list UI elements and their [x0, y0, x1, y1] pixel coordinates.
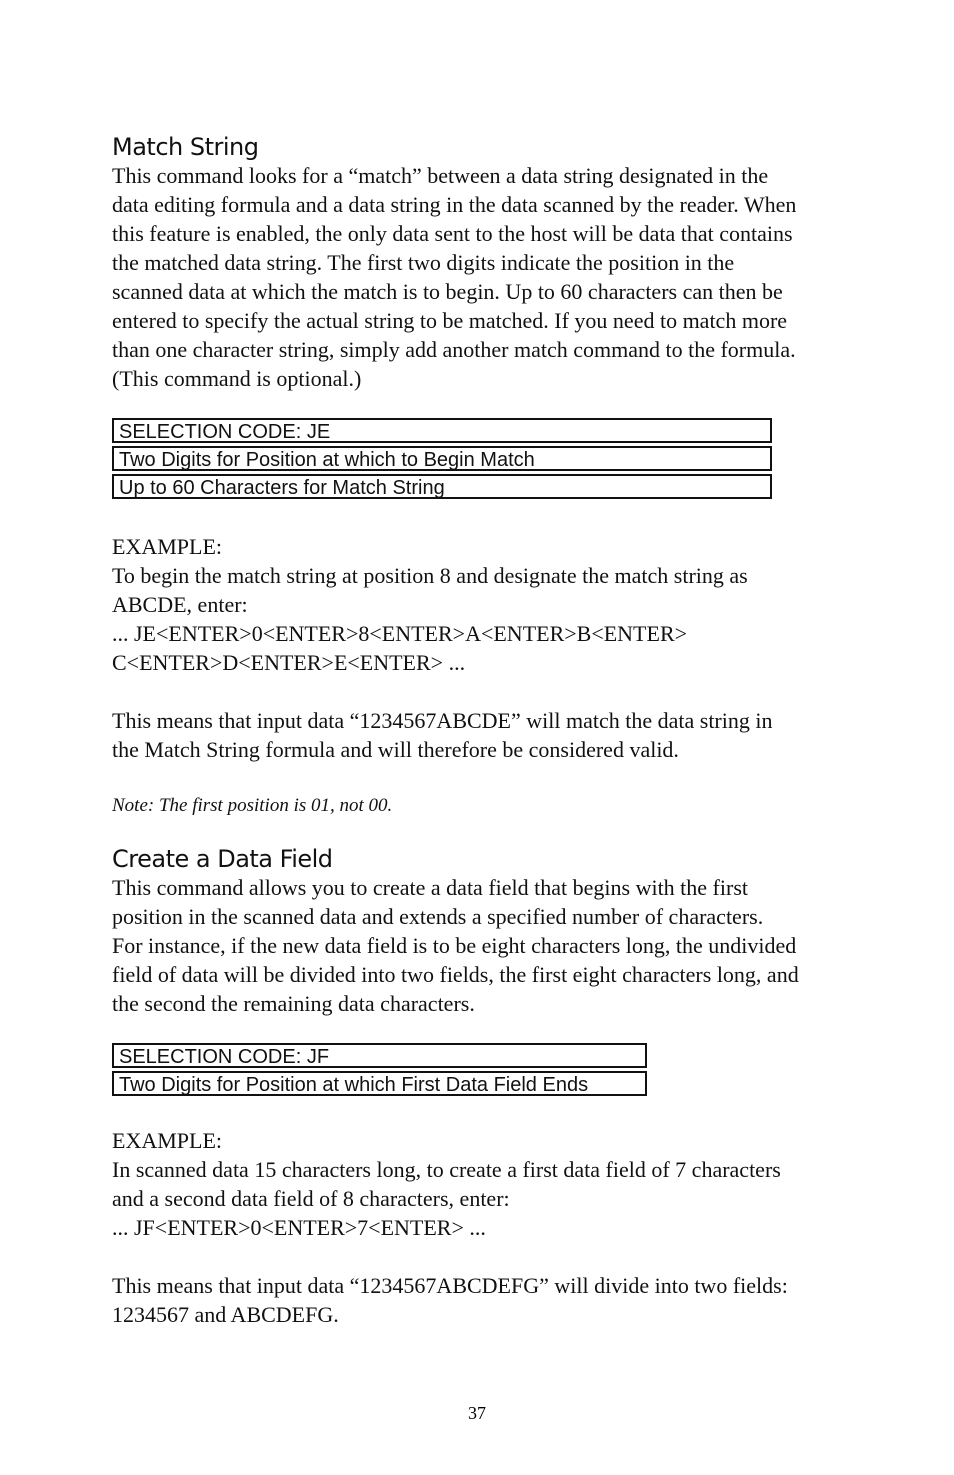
code-row: SELECTION CODE: JF — [112, 1043, 647, 1068]
code-row: Two Digits for Position at which to Begin Match — [112, 446, 772, 471]
page-number: 37 — [468, 1403, 486, 1423]
code-row: Up to 60 Characters for Match String — [112, 474, 772, 499]
section-heading-create-data-field: Create a Data Field — [112, 845, 333, 873]
document-page — [112, 130, 872, 1329]
selection-code-table-je — [112, 418, 772, 499]
selection-code-table-jf — [112, 1043, 647, 1096]
section-heading-match-string: Match String — [112, 133, 259, 161]
match-string-note: Note: The first position is 01, not 00. — [112, 795, 393, 816]
match-string-description: This command looks for a “match” between a data string designated in the data editing formula and a data string in the data scanned by the reader. When this feature is enabled, the only data sent to the host will be data that contains the matched data string. The first two digits indicate the position in the scanned data at which the match is to begin. Up to 60 characters can then be entered to specify the actual string to be matched. If you need to match more than one character string, simply add another match command to the formula. (This command is optional.) — [112, 163, 797, 391]
code-row: SELECTION CODE: JE — [112, 418, 772, 443]
create-data-field-description: This command allows you to create a data field that begins with the first position in the scanned data and extends a specified number of characters. For instance, if the new data field is to be eight characters long, the undivided field of data will be divided into two fields, the first eight characters long, and the second the remaining data characters. — [112, 875, 799, 1016]
match-string-example: EXAMPLE: To begin the match string at position 8 and designate the match string as ABCDE, enter: ... JE<ENTER>0<ENTER>8<ENTER>A<ENTER>B<ENTER> C<ENTER>D<ENTER>E<ENTER> ... — [112, 534, 748, 675]
create-data-field-example: EXAMPLE: In scanned data 15 characters long, to create a first data field of 7 characters and a second data field of 8 characters, enter: ... JF<ENTER>0<ENTER>7<ENTER> ... — [112, 1128, 781, 1240]
create-data-field-result: This means that input data “1234567ABCDEFG” will divide into two fields: 1234567 and ABCDEFG. — [112, 1273, 788, 1327]
code-row: Two Digits for Position at which First Data Field Ends — [112, 1071, 647, 1096]
match-string-result: This means that input data “1234567ABCDE” will match the data string in the Match String formula and will therefore be considered valid. — [112, 708, 773, 762]
